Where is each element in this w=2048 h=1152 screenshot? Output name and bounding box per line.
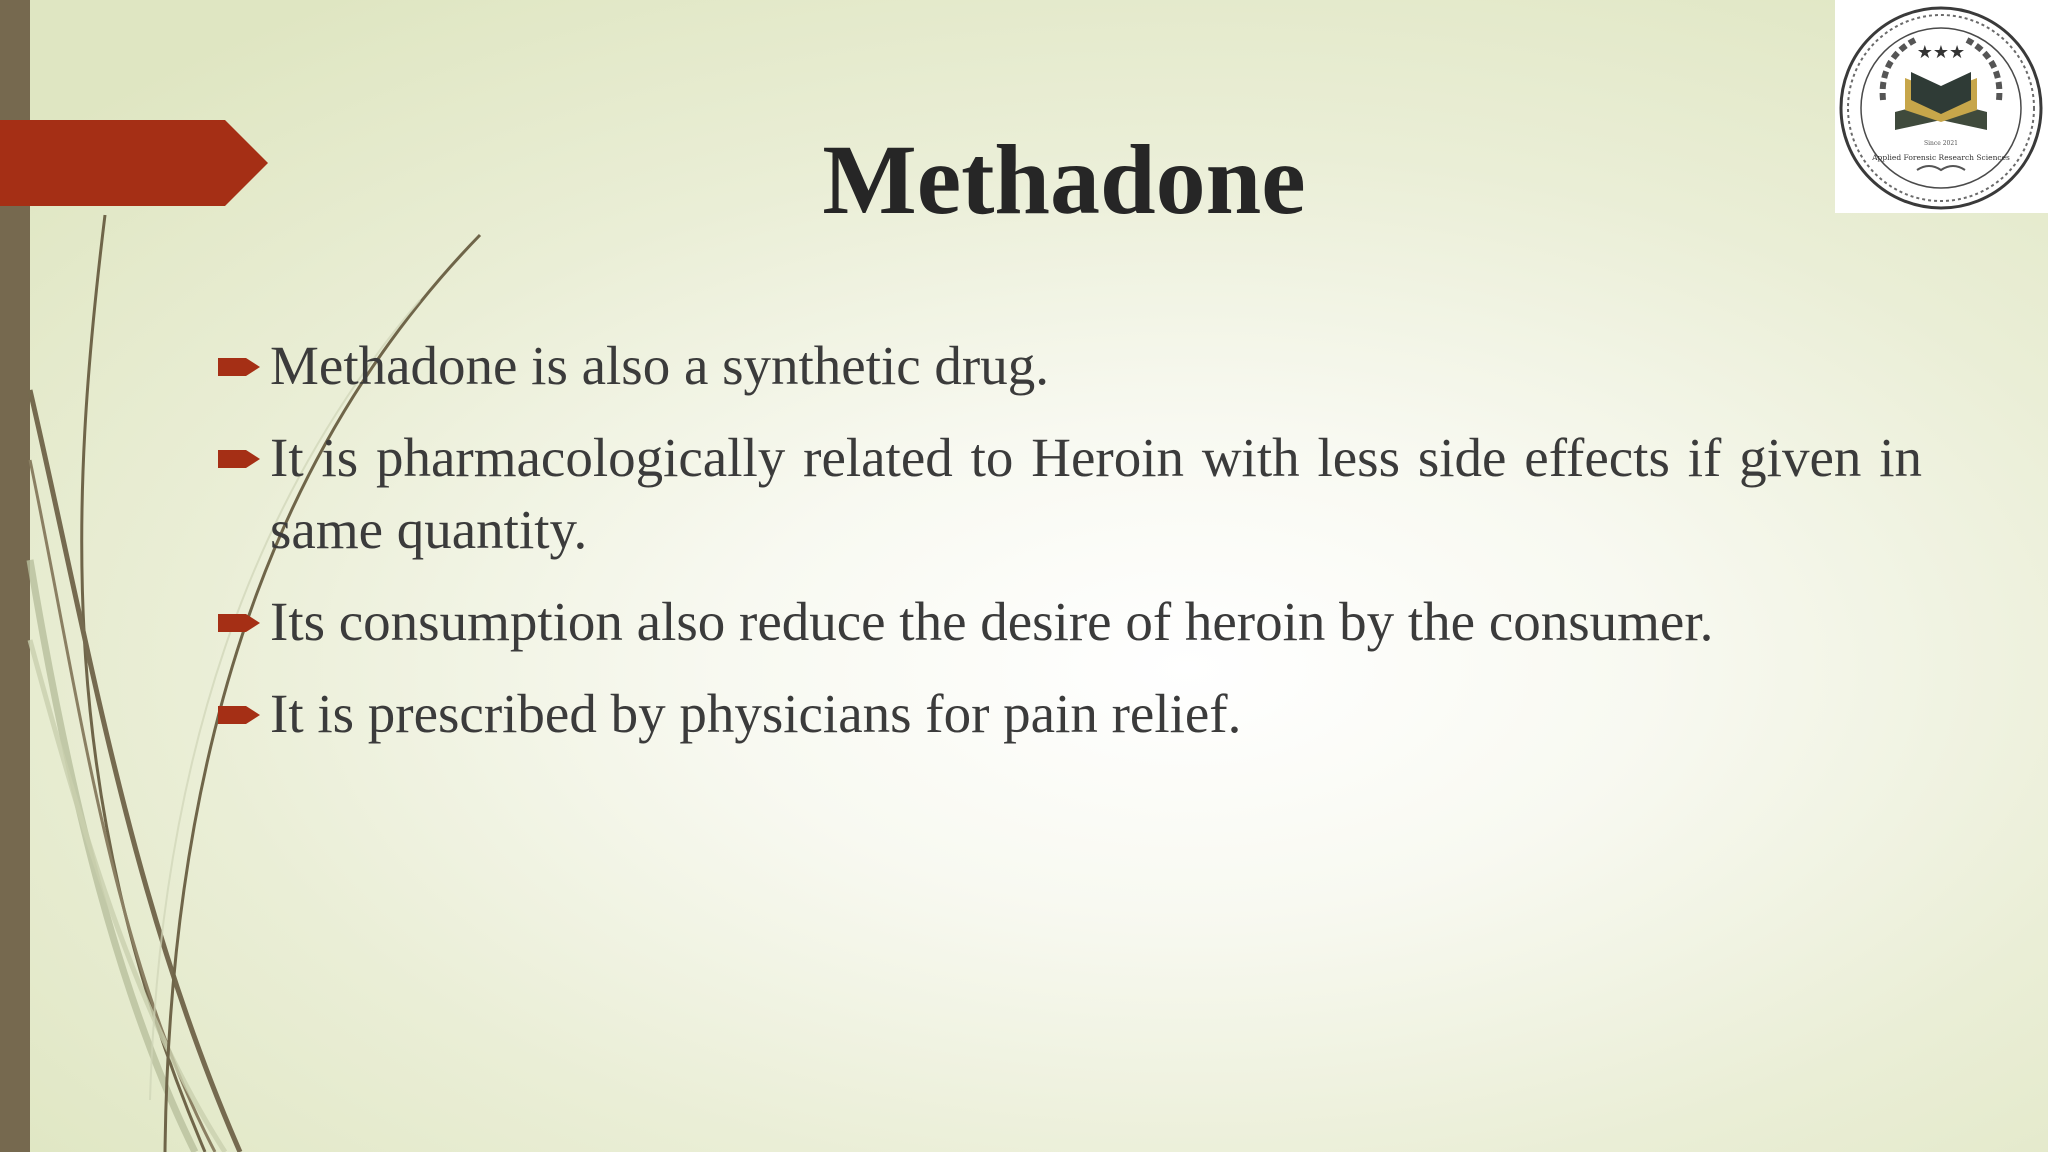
arrow-bullet-icon bbox=[216, 702, 262, 728]
arrow-bullet-icon bbox=[216, 354, 262, 380]
bullet-text: Its consumption also reduce the desire of heroin by the consumer. bbox=[270, 591, 1714, 652]
bullet-item bbox=[212, 330, 1922, 402]
bullet-text: Methadone is also a synthetic drug. bbox=[270, 335, 1049, 396]
arrow-bullet-icon bbox=[216, 446, 262, 472]
bullet-item bbox=[212, 422, 1922, 566]
bullet-text: It is pharmacologically related to Heroin with less side effects if given in same quantity. bbox=[270, 427, 1922, 560]
logo-year-text: Since 2021 bbox=[1924, 140, 1958, 147]
arrow-bullet-icon bbox=[216, 610, 262, 636]
bullet-list bbox=[212, 330, 1922, 770]
slide-title: Methadone bbox=[822, 124, 1306, 235]
bullet-text: It is prescribed by physicians for pain relief. bbox=[270, 683, 1242, 744]
logo-ring-text: Applied Forensic Research Sciences bbox=[1872, 153, 2010, 162]
logo-stars: ★★★ bbox=[1916, 42, 1966, 63]
bullet-item bbox=[212, 586, 1922, 658]
bullet-item bbox=[212, 678, 1922, 750]
